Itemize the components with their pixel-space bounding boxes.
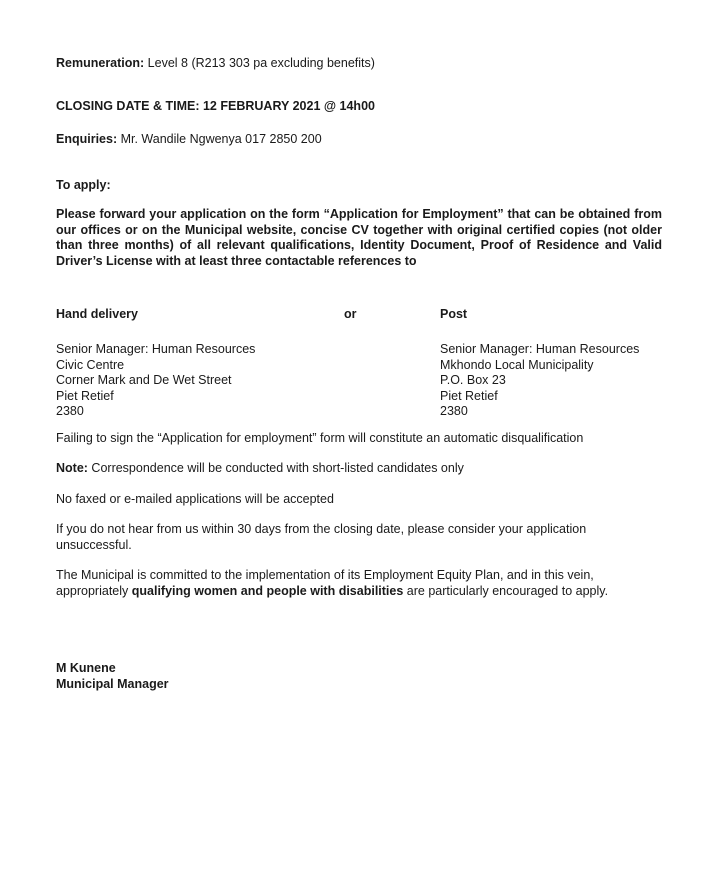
note-label: Note:: [56, 461, 88, 475]
or-separator: or: [344, 307, 357, 321]
hand-address-line: Piet Retief: [56, 388, 114, 403]
enquiries-line: [56, 131, 662, 147]
hand-address-line: 2380: [56, 404, 84, 418]
no-fax-notice: No faxed or e-mailed applications will be accepted: [56, 492, 334, 506]
post-address-line: Piet Retief: [440, 388, 498, 403]
post-address-line: Mkhondo Local Municipality: [440, 357, 594, 372]
enquiries-label: Enquiries:: [56, 132, 118, 146]
equity-emphasis: qualifying women and people with disabilities: [131, 583, 404, 598]
remuneration-value: Level 8 (R213 303 pa excluding benefits): [144, 56, 375, 70]
post-address-line: Senior Manager: Human Resources: [440, 342, 640, 356]
disqualification-notice: Failing to sign the “Application for employment” form will constitute an automatic disqualification: [56, 431, 584, 445]
apply-instructions: Please forward your application on the form “Application for Employment” that can be obtained from our offices or on the Municipal website, concise CV together with original certified copies (not older than three months) of all relevant qualifications, Identity Document, Proof of Residence and Valid Driver’s License with at least three contactable references to: [56, 207, 662, 268]
hand-address-line: Corner Mark and De Wet Street: [56, 373, 232, 387]
post-address-line: P.O. Box 23: [440, 373, 506, 387]
equity-text-end: are particularly encouraged to apply.: [403, 583, 609, 598]
post-column: [440, 306, 680, 420]
remuneration-line: [56, 55, 662, 71]
employment-equity-notice: [56, 568, 662, 599]
hand-delivery-column: [56, 306, 316, 420]
correspondence-note: [56, 460, 662, 476]
hand-delivery-heading: Hand delivery: [56, 307, 138, 321]
to-apply-heading: To apply:: [56, 178, 111, 192]
unsuccessful-notice: If you do not hear from us within 30 days from the closing date, please consider your application unsuccessful.: [56, 522, 587, 552]
equity-text: The Municipal is committed to the implementation of its Employment Equity Plan, and in this vein, appropriately: [56, 568, 594, 598]
post-address-line: 2380: [440, 404, 468, 418]
signatory-name: M Kunene: [56, 661, 116, 675]
closing-date-line: CLOSING DATE & TIME: 12 FEBRUARY 2021 @ 14h00: [56, 99, 375, 113]
note-text: Correspondence will be conducted with short-listed candidates only: [87, 461, 464, 475]
enquiries-value: Mr. Wandile Ngwenya 017 2850 200: [117, 132, 322, 146]
hand-address-line: Senior Manager: Human Resources: [56, 342, 256, 356]
signatory-title: Municipal Manager: [56, 677, 169, 691]
hand-address-line: Civic Centre: [56, 357, 125, 372]
remuneration-label: Remuneration:: [56, 56, 145, 70]
post-heading: Post: [440, 307, 468, 321]
